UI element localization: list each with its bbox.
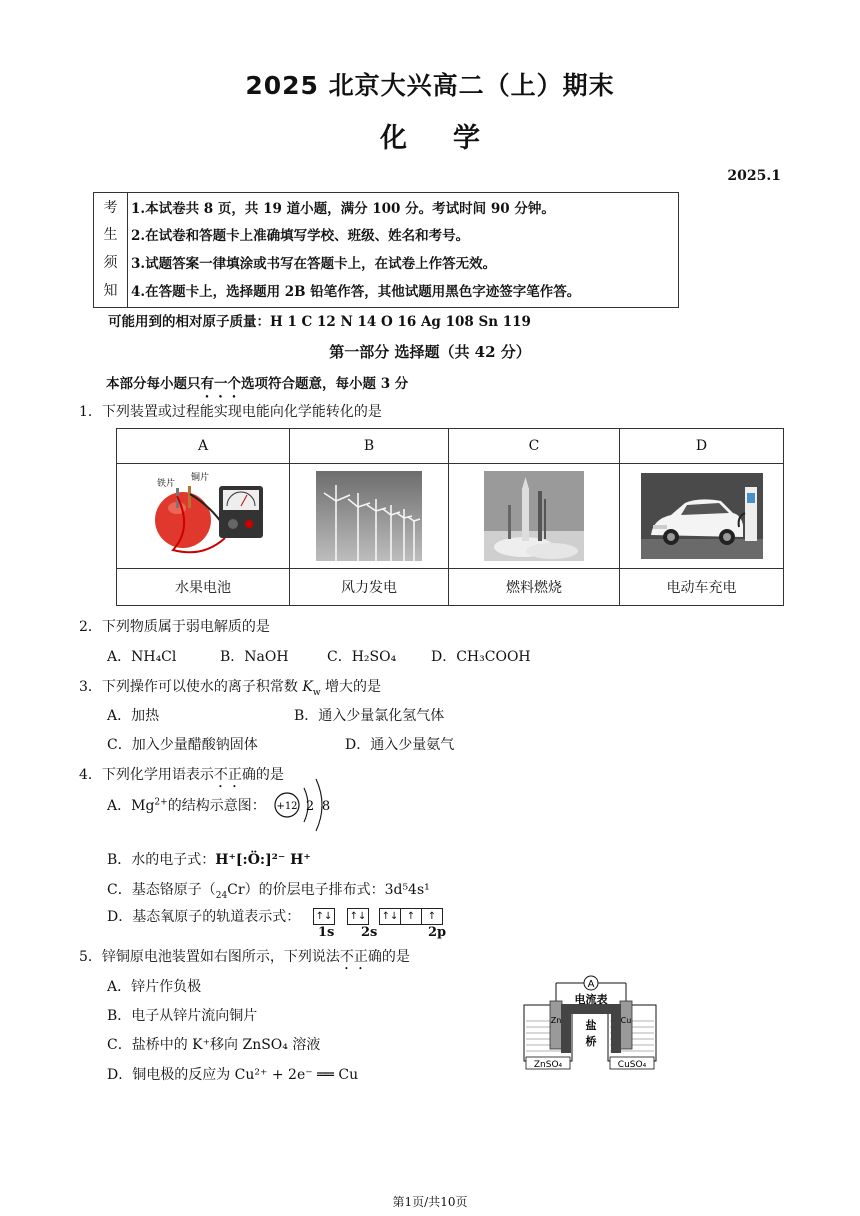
q4c-sub: 24 [215,890,228,901]
orbital-box: ↑↓ [347,908,369,925]
cr-electron-config: 3d⁵4s¹ [384,882,430,898]
ammeter-label: 电流表 [574,993,608,1006]
option-label: 燃料燃烧 [449,569,620,606]
exam-date: 2025.1 [727,168,781,184]
q3-k-sub: w [312,687,321,698]
question-4-stem [79,764,284,791]
orbital-box: ↑↓ [379,908,401,925]
option-label: 电动车充电 [620,569,784,606]
zinc-copper-cell-diagram [520,965,660,1075]
part-one-instructions [106,372,408,401]
question-5-option: C．盐桥中的 K⁺移向 ZnSO₄ 溶液 [107,1037,321,1053]
atomic-mass-line: 可能用到的相对原子质量：H 1 C 12 N 14 O 16 Ag 108 Sn 119 [108,314,531,330]
option-header: D [620,429,784,464]
znso4-label: ZnSO₄ [533,1060,563,1070]
q4-text: 确的是 [241,767,284,783]
question-2-stem: 2．下列物质属于弱电解质的是 [79,619,270,635]
question-1-stem: 1．下列装置或过程能实现电能向化学能转化的是 [79,404,382,420]
notice-item: 1.本试卷共 8 页，共 19 道小题，满分 100 分。考试时间 90 分钟。 [131,201,555,217]
q4-emphasis: 不正 [213,767,242,783]
q5-emphasis: 不正 [339,949,368,965]
q4d-text: D．基态氧原子的轨道表示式： [107,909,301,925]
orbital-label: 1s [318,925,335,940]
mg-nucleus-charge: +12 [276,801,298,812]
notice-side-char: 生 [103,227,118,243]
q3-k-symbol: K [302,679,313,695]
part-one-title: 第一部分 选择题（共 42 分） [329,343,531,361]
question-5-option: B．电子从锌片流向铜片 [107,1008,258,1024]
question-4-option-a [107,795,266,815]
instr-text: 选项符合题意，每小题 3 分 [241,376,409,392]
notice-item: 2.在试卷和答题卡上准确填写学校、班级、姓名和考号。 [131,228,470,244]
question-2-option: C．H₂SO₄ [327,649,397,665]
notice-side-char: 须 [103,255,118,271]
question-2-option: B．NaOH [220,649,289,665]
question-3-stem [79,676,381,698]
ammeter-symbol: A [587,979,595,990]
copper-electrode-label: Cu [620,1016,632,1025]
option-header: C [449,429,620,464]
q4a-text: A．Mg [107,798,155,814]
question-3-option: A．加热 [107,708,160,724]
question-4-option-c [107,879,430,901]
mg-shell-1: 2 [305,799,315,814]
question-3-option: B．通入少量氯化氢气体 [294,708,445,724]
fruit-label-copper: 铜片 [191,473,210,483]
q3-text: 3．下列操作可以使水的离子积常数 [79,679,303,695]
instr-text: 本部分每小题只 [106,376,201,392]
q3-text: 增大的是 [320,679,381,695]
wind-power-image [290,464,449,569]
question-2-option: A．NH₄Cl [107,649,177,665]
salt-bridge-label: 桥 [585,1035,597,1048]
question-1-table [116,428,784,606]
fruit-battery-image [117,464,290,569]
question-5-option: A．锌片作负极 [107,979,202,995]
option-header: A [117,429,290,464]
water-electron-formula: H⁺[:Ö:]²⁻ H⁺ [215,852,311,868]
option-label: 风力发电 [290,569,449,606]
ev-charging-image [620,464,784,569]
orbital-label: 2s [361,925,378,940]
mg-shell-2: 8 [321,799,331,814]
salt-bridge-label: 盐 [585,1019,597,1032]
q5-text: 5．锌铜原电池装置如右图所示，下列说法 [79,949,340,965]
q4a-sup: 2+ [154,797,168,808]
notice-item: 4.在答题卡上，选择题用 2B 铅笔作答，其他试题用黑色字迹签字笔作答。 [131,284,581,300]
notice-side-label [94,193,128,307]
orbital-box: ↑ [401,908,422,925]
page-number: 第1页/共10页 [392,1195,468,1209]
oxygen-orbital-diagram [313,906,443,925]
subject-title: 化学 [380,123,526,154]
rocket-launch-image [449,464,620,569]
option-header: B [290,429,449,464]
q4a-text: 的结构示意图： [167,798,266,814]
orbital-label: 2p [428,925,447,940]
question-3-option: D．通入少量氨气 [345,737,455,753]
question-4-option-d [107,906,300,926]
q4-text: 4．下列化学用语表示 [79,767,214,783]
instr-emphasis: 有一个 [200,376,241,392]
question-4-option-b [107,849,311,869]
fruit-label-iron: 铁片 [157,479,176,489]
orbital-box: ↑ [422,908,443,925]
question-5-stem [79,946,410,973]
candidate-notice-box [93,192,679,308]
q4b-text: B．水的电子式： [107,852,216,868]
q4c-text: Cr）的价层电子排布式： [227,882,385,898]
q5-text: 确的是 [367,949,410,965]
q4c-text: C．基态铬原子（ [107,882,216,898]
question-3-option: C．加入少量醋酸钠固体 [107,737,258,753]
notice-side-char: 知 [103,283,118,299]
orbital-box: ↑↓ [313,908,335,925]
exam-title: 2025 北京大兴高二（上）期末 [245,71,615,100]
mg-ion-structure-diagram [270,776,334,834]
option-label: 水果电池 [117,569,290,606]
notice-side-char: 考 [103,200,118,216]
notice-item: 3.试题答案一律填涂或书写在答题卡上，在试卷上作答无效。 [131,256,497,272]
zinc-electrode-label: Zn [550,1016,562,1025]
cuso4-label: CuSO₄ [617,1060,647,1070]
question-2-option: D．CH₃COOH [431,649,531,665]
question-5-option: D．铜电极的反应为 Cu²⁺ + 2e⁻ ══ Cu [107,1067,359,1083]
